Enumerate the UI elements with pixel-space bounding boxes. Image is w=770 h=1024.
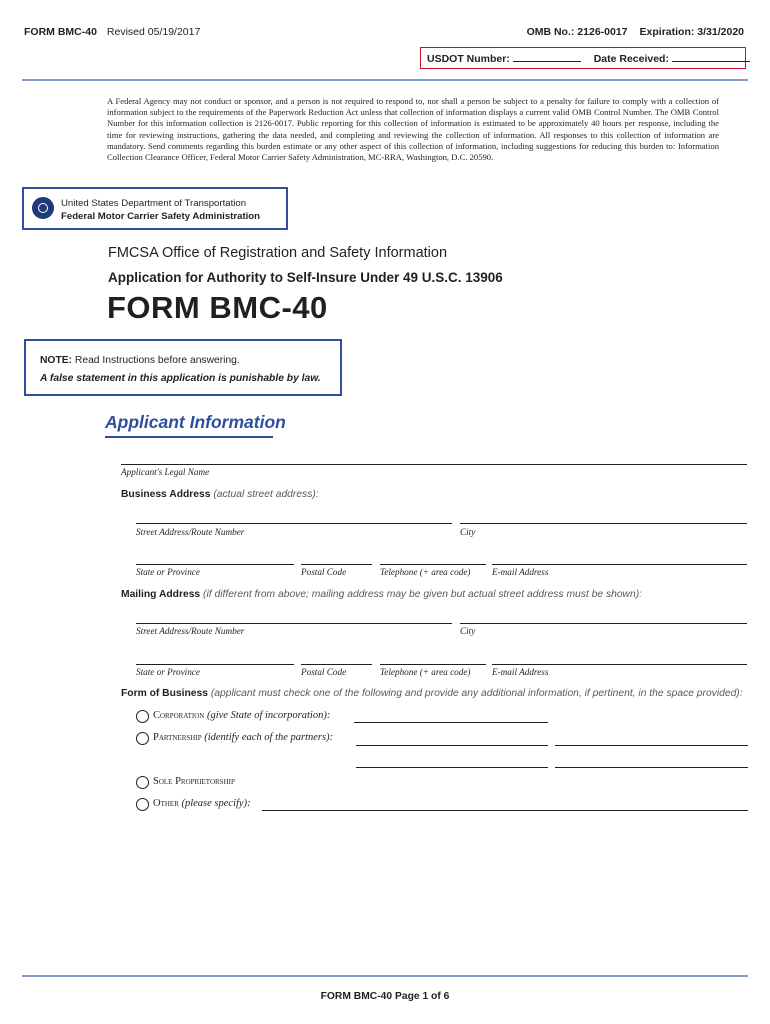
business-state-field[interactable]	[136, 564, 294, 565]
business-postal-label: Postal Code	[301, 567, 347, 577]
mailing-street-field[interactable]	[136, 623, 452, 624]
form-title: FORM BMC-40	[107, 290, 328, 325]
usdot-label: USDOT Number:	[427, 53, 510, 65]
business-address-label: Business Address	[121, 489, 211, 500]
revised-date: Revised 05/19/2017	[106, 26, 201, 38]
mailing-street-label: Street Address/Route Number	[136, 626, 245, 636]
form-of-business-label: Form of Business	[121, 688, 208, 699]
partner-4-field[interactable]	[555, 767, 748, 768]
partnership-hint: (identify each of the partners):	[204, 732, 334, 743]
other-hint: (please specify):	[181, 798, 251, 809]
sole-proprietorship-option	[153, 776, 235, 787]
corporation-hint: (give State of incorporation):	[206, 710, 331, 721]
corporation-option	[153, 710, 330, 721]
partnership-radio[interactable]	[136, 732, 149, 745]
administration-name: Federal Motor Carrier Safety Administration	[61, 211, 261, 222]
business-street-field[interactable]	[136, 523, 452, 524]
note-box	[24, 339, 342, 396]
dot-seal-icon	[32, 197, 54, 219]
date-received-field[interactable]	[672, 53, 750, 62]
business-telephone-label: Telephone (+ area code)	[380, 567, 471, 577]
mailing-email-field[interactable]	[492, 664, 747, 665]
corporation-label: Corporation	[153, 710, 205, 721]
other-label: Other	[153, 798, 179, 809]
burden-statement: A Federal Agency may not conduct or sponsor, and a person is not required to respond to, nor shall a person be subject to a penalty for failure to comply with a collection of information subject to the requirements of the Paperwork Reduction Act unless that collection of information displays a current valid OMB Control Number. The OMB Control Number for this information collection is 2126-0017. Public reporting for this collection of information is estimated to be approximately 40 hours per response, including the time for reviewing instructions, gathering the data needed, and completing and reviewing the collection of information. All responses to this collection of information are mandatory. Send comments regarding this burden estimate or any other aspect of this collection of information, including suggestions for reducing this burden to: Information Collection Clearance Officer, Federal Motor Carrier Safety Administration, MC-RRA, Washington, D.C. 20590.	[107, 96, 719, 163]
form-id: FORM BMC-40	[24, 26, 97, 38]
sole-proprietorship-label: Sole Proprietorship	[153, 776, 235, 787]
usdot-number-field[interactable]	[513, 53, 581, 62]
date-received-label: Date Received:	[593, 53, 669, 65]
usdot-box	[420, 47, 746, 69]
business-city-label: City	[460, 527, 476, 537]
business-address-heading	[121, 489, 319, 500]
legal-name-label: Applicant's Legal Name	[121, 467, 210, 477]
form-of-business-hint: (applicant must check one of the following and provide any additional information, if pertinent, in the space provided):	[210, 688, 743, 699]
mailing-address-hint: (if different from above; mailing address may be given but actual street address must be shown):	[203, 589, 643, 600]
note-label: NOTE:	[40, 355, 73, 366]
business-telephone-field[interactable]	[380, 564, 486, 565]
partnership-label: Partnership	[153, 732, 202, 743]
mailing-address-label: Mailing Address	[121, 589, 201, 600]
business-email-label: E-mail Address	[492, 567, 549, 577]
mailing-postal-field[interactable]	[301, 664, 372, 665]
mailing-email-label: E-mail Address	[492, 667, 549, 677]
partnership-option	[153, 732, 333, 743]
omb-number: OMB No.: 2126-0017	[526, 26, 628, 38]
business-state-label: State or Province	[136, 567, 200, 577]
department-name: United States Department of Transportation	[61, 198, 247, 209]
partner-2-field[interactable]	[555, 745, 748, 746]
business-address-hint: (actual street address):	[213, 489, 319, 500]
business-city-field[interactable]	[460, 523, 747, 524]
mailing-state-field[interactable]	[136, 664, 294, 665]
note-text: Read Instructions before answering.	[74, 355, 240, 366]
business-email-field[interactable]	[492, 564, 747, 565]
mailing-address-heading	[121, 589, 642, 600]
mailing-city-field[interactable]	[460, 623, 747, 624]
office-name: FMCSA Office of Registration and Safety Information	[108, 245, 448, 261]
legal-name-field[interactable]	[121, 464, 747, 465]
header-divider	[22, 79, 748, 81]
mailing-telephone-label: Telephone (+ area code)	[380, 667, 471, 677]
header-left	[24, 26, 200, 38]
agency-box	[22, 187, 288, 230]
mailing-city-label: City	[460, 626, 476, 636]
mailing-telephone-field[interactable]	[380, 664, 486, 665]
page-footer: FORM BMC-40 Page 1 of 6	[320, 991, 450, 1002]
mailing-state-label: State or Province	[136, 667, 200, 677]
other-specify-field[interactable]	[262, 810, 748, 811]
sole-proprietorship-radio[interactable]	[136, 776, 149, 789]
section-underline	[105, 436, 273, 438]
corporation-radio[interactable]	[136, 710, 149, 723]
false-statement-warning: A false statement in this application is punishable by law.	[40, 373, 321, 384]
other-option	[153, 798, 251, 809]
corporation-state-field[interactable]	[354, 722, 548, 723]
mailing-postal-label: Postal Code	[301, 667, 347, 677]
form-subtitle: Application for Authority to Self-Insure Under 49 U.S.C. 13906	[108, 270, 503, 285]
business-postal-field[interactable]	[301, 564, 372, 565]
partner-1-field[interactable]	[356, 745, 548, 746]
form-of-business-heading	[121, 688, 743, 699]
header-right	[527, 26, 744, 38]
partner-3-field[interactable]	[356, 767, 548, 768]
expiration-date: Expiration: 3/31/2020	[639, 26, 744, 38]
business-street-label: Street Address/Route Number	[136, 527, 245, 537]
other-radio[interactable]	[136, 798, 149, 811]
section-title: Applicant Information	[105, 412, 286, 432]
footer-divider	[22, 975, 748, 977]
